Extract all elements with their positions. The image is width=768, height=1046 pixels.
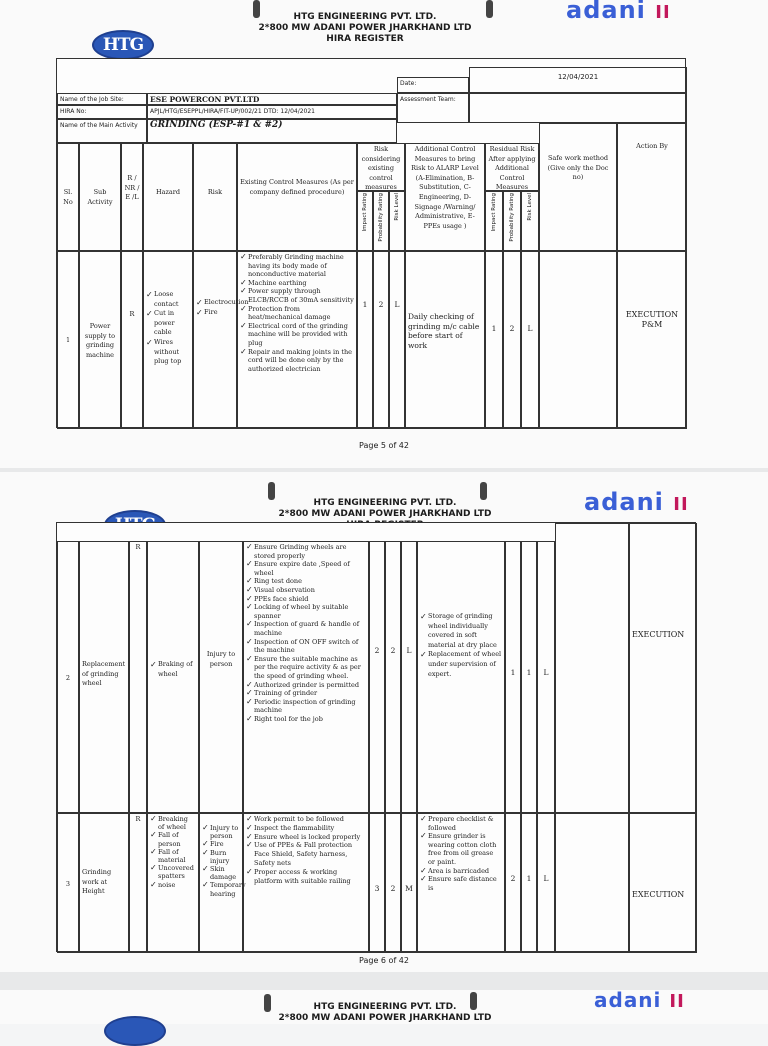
risk-item: ✓ Fire <box>196 308 234 318</box>
row3-hazards <box>147 813 199 953</box>
project-name: 2*800 MW ADANI POWER JHARKHAND LTD <box>278 1013 492 1023</box>
col-residual-impact: Impact Rating <box>485 191 503 251</box>
risk-item: ✓ Skin damage <box>202 865 240 881</box>
control-item: ✓ Proper access & working platform with suitable railing <box>246 868 366 886</box>
row3-existing-controls <box>243 813 369 953</box>
control-item: ✓ Ring test done <box>246 577 366 586</box>
risk-item: ✓ Electrocution <box>196 298 234 308</box>
row1-risk-level: L <box>389 251 405 429</box>
row1-risks <box>193 251 249 429</box>
htg-logo <box>104 1016 166 1046</box>
main-activity-value: GRINDING (ESP-#1 & #2) <box>147 119 397 143</box>
row3-action-by: EXECUTION <box>629 813 697 953</box>
row2-safe-work <box>555 523 629 813</box>
col-existing-controls: Existing Control Measures (As per company defined procedure) <box>237 143 357 251</box>
row3-additional-controls <box>417 813 505 953</box>
row2-hazards <box>147 541 199 813</box>
risk-item: ✓ Temporary hearing <box>202 881 240 897</box>
control-item: ✓ Training of grinder <box>246 689 366 698</box>
row3-rnr: R <box>129 813 147 953</box>
risk-item: ✓ Injury to person <box>202 824 240 840</box>
control-item: ✓ Locking of wheel by suitable spanner <box>246 603 366 620</box>
control-item: ✓ Inspection of ON OFF switch of the machine <box>246 638 366 655</box>
col-residual: Residual Risk After applying Additional Control Measures <box>485 143 539 191</box>
row1-safe-work <box>539 251 617 429</box>
risk-item: ✓ Burn injury <box>202 849 240 865</box>
company-name: HTG ENGINEERING PVT. LTD. <box>293 12 437 22</box>
additional-item: ✓ Storage of grinding wheel individually covered in soft material at dry place <box>420 612 502 650</box>
control-item: ✓ Electrical cord of the grinding machine will be provided with plug <box>240 322 354 348</box>
control-item: ✓ Work permit to be followed <box>246 815 366 824</box>
col-residual-level: Risk Level <box>521 191 539 251</box>
control-item: ✓ Ensure Grinding wheels are stored properly <box>246 543 366 560</box>
control-item: ✓ Inspect the flammability <box>246 824 366 833</box>
row2-action-by: EXECUTION <box>629 523 697 813</box>
col-risk-level: Risk Level <box>389 191 405 251</box>
row2-residual-level: L <box>537 541 555 813</box>
job-site-value: ESE POWERCON PVT.LTD <box>147 93 397 105</box>
row3-sl: 3 <box>57 813 79 953</box>
row2-risk-level: L <box>401 541 417 813</box>
additional-item: ✓ Ensure grinder is wearing cotton cloth free from oil grease or paint. <box>420 832 502 866</box>
row3-residual-impact: 2 <box>505 813 521 953</box>
document-header <box>230 12 500 45</box>
control-item: ✓ Ensure wheel is locked properly <box>246 833 366 842</box>
row1-impact: 1 <box>357 251 373 429</box>
row1-action-by: EXECUTION P&M <box>617 251 687 429</box>
risk-item: Injury to person <box>206 650 236 668</box>
row3-sub-activity: Grinding work at Height <box>79 813 129 953</box>
assessment-label: Assessment Team: <box>397 93 469 123</box>
hazard-item: ✓ Uncovered spatters <box>150 864 196 880</box>
col-risk: Risk <box>193 143 237 251</box>
row1-residual-level: L <box>521 251 539 429</box>
control-item: ✓ Use of PPEs & Fall protection Face Shield, Safety harness, Safety nets <box>246 841 366 867</box>
additional-item: ✓ Ensure safe distance is <box>420 875 502 892</box>
row2-risks <box>199 541 243 813</box>
hazard-item: ✓ Cut in power cable <box>146 309 190 338</box>
hazard-item: ✓ Breaking of wheel <box>150 815 196 831</box>
row3-residual-probability: 1 <box>521 813 537 953</box>
page-number: Page 6 of 42 <box>359 956 409 965</box>
hazard-item: ✓ Loose contact <box>146 290 190 309</box>
control-item: ✓ Inspection of guard & handle of machine <box>246 620 366 637</box>
row3-risk-level: M <box>401 813 417 953</box>
hazard-item: ✓ Fall of person <box>150 831 196 847</box>
control-item: ✓ Preferably Grinding machine having its body made of nonconductive material <box>240 253 354 279</box>
col-impact: Impact Rating <box>357 191 373 251</box>
row2-sub-activity: Replacement of grinding wheel <box>79 541 129 813</box>
project-name: 2*800 MW ADANI POWER JHARKHAND LTD <box>258 23 472 33</box>
row1-sub-activity: Power supply to grinding machine <box>79 251 121 429</box>
row1-hazards <box>143 251 193 429</box>
company-name: HTG ENGINEERING PVT. LTD. <box>313 1002 457 1012</box>
row1-existing-controls <box>237 251 357 429</box>
control-item: ✓ Ensure expire date ,Speed of wheel <box>246 560 366 577</box>
control-item: ✓ Visual observation <box>246 586 366 595</box>
col-sub-activity: Sub Activity <box>79 143 121 251</box>
hira-table-page-6 <box>56 522 696 952</box>
date-value: 12/04/2021 <box>469 67 687 93</box>
hazard-item: ✓ noise <box>150 881 196 889</box>
col-probability: Probability Rating <box>373 191 389 251</box>
risk-item: ✓ Fire <box>202 840 240 848</box>
row2-impact: 2 <box>369 541 385 813</box>
row1-sl: 1 <box>57 251 79 429</box>
adani-logo: adani II <box>566 0 671 24</box>
additional-item: ✓ Prepare checklist & followed <box>420 815 502 832</box>
document-header <box>250 1002 520 1024</box>
col-safe-work-method: Safe work method (Give only the Doc no) <box>539 123 617 251</box>
row1-residual-probability: 2 <box>503 251 521 429</box>
control-item: ✓ Power supply through ELCB/RCCB of 30mA sensitivity <box>240 287 354 304</box>
row3-risks <box>199 813 246 953</box>
page-number: Page 5 of 42 <box>359 441 409 450</box>
col-residual-probability: Probability Rating <box>503 191 521 251</box>
row3-probability: 2 <box>385 813 401 953</box>
control-item: ✓ Authorized grinder is permitted <box>246 681 366 690</box>
hira-table-page-5 <box>56 58 686 428</box>
row1-probability: 2 <box>373 251 389 429</box>
date-label: Date: <box>397 77 469 93</box>
row1-rnr: R <box>121 251 143 429</box>
htg-logo: HTG <box>92 30 154 60</box>
control-item: ✓ Ensure the suitable machine as per the require activity & as per the speed of grinding wheel. <box>246 655 366 681</box>
control-item: ✓ Repair and making joints in the cord will be done only by the authorized electrician <box>240 348 354 374</box>
adani-logo: adani II <box>584 488 689 516</box>
company-name: HTG ENGINEERING PVT. LTD. <box>313 498 457 508</box>
hazard-item: ✓ Braking of wheel <box>150 660 196 679</box>
row2-residual-impact: 1 <box>505 541 521 813</box>
document-page-7 <box>0 990 768 1024</box>
row2-additional-controls <box>417 541 505 813</box>
row3-residual-level: L <box>537 813 555 953</box>
document-page-6 <box>0 472 768 972</box>
col-hazard: Hazard <box>143 143 193 251</box>
control-item: ✓ Protection from heat/mechanical damage <box>240 305 354 322</box>
col-rnr: R / NR / E /L <box>121 143 143 251</box>
col-additional-controls: Additional Control Measures to bring Risk to ALARP Level (A-Elimination, B-Substitution, C-Engineering, D-Signage /Warning/ Administrative, E- PPEs usage ) <box>405 143 485 251</box>
col-action-by: Action By <box>617 123 687 251</box>
assessment-value <box>469 93 687 123</box>
control-item: ✓ Right tool for the job <box>246 715 366 724</box>
row2-residual-probability: 1 <box>521 541 537 813</box>
row2-existing-controls <box>243 541 369 813</box>
control-item: ✓ Periodic inspection of grinding machine <box>246 698 366 715</box>
row3-impact: 3 <box>369 813 385 953</box>
document-page-5 <box>0 0 768 468</box>
hira-no-value: APJL/HTG/ESEPPL/HIRA/FIT-UP/002/21 DTD: 12/04/2021 <box>147 105 397 119</box>
control-item: ✓ PPEs face shield <box>246 595 366 604</box>
hazard-item: ✓ Fall of material <box>150 848 196 864</box>
register-title: HIRA REGISTER <box>326 34 404 44</box>
main-activity-label: Name of the Main Activity <box>57 119 147 143</box>
row3-safe-work <box>555 813 629 953</box>
control-item: ✓ Machine earthing <box>240 279 354 288</box>
row1-additional-controls: Daily checking of grinding m/c cable before start of work <box>405 251 485 429</box>
row2-sl: 2 <box>57 541 79 813</box>
col-sl: Sl. No <box>57 143 79 251</box>
additional-item: ✓ Area is barricaded <box>420 867 502 876</box>
adani-logo: adani II <box>594 988 685 1012</box>
col-risk-considering: Risk considering existing control measures <box>357 143 405 191</box>
row2-rnr: R <box>129 541 147 813</box>
row1-residual-impact: 1 <box>485 251 503 429</box>
project-name: 2*800 MW ADANI POWER JHARKHAND LTD <box>278 509 492 519</box>
row2-probability: 2 <box>385 541 401 813</box>
hira-no-label: HIRA No: <box>57 105 147 119</box>
hazard-item: ✓ Wires without plug top <box>146 338 190 367</box>
additional-item: ✓ Replacement of wheel under supervision of expert. <box>420 650 502 679</box>
job-site-label: Name of the Job Site: <box>57 93 147 105</box>
